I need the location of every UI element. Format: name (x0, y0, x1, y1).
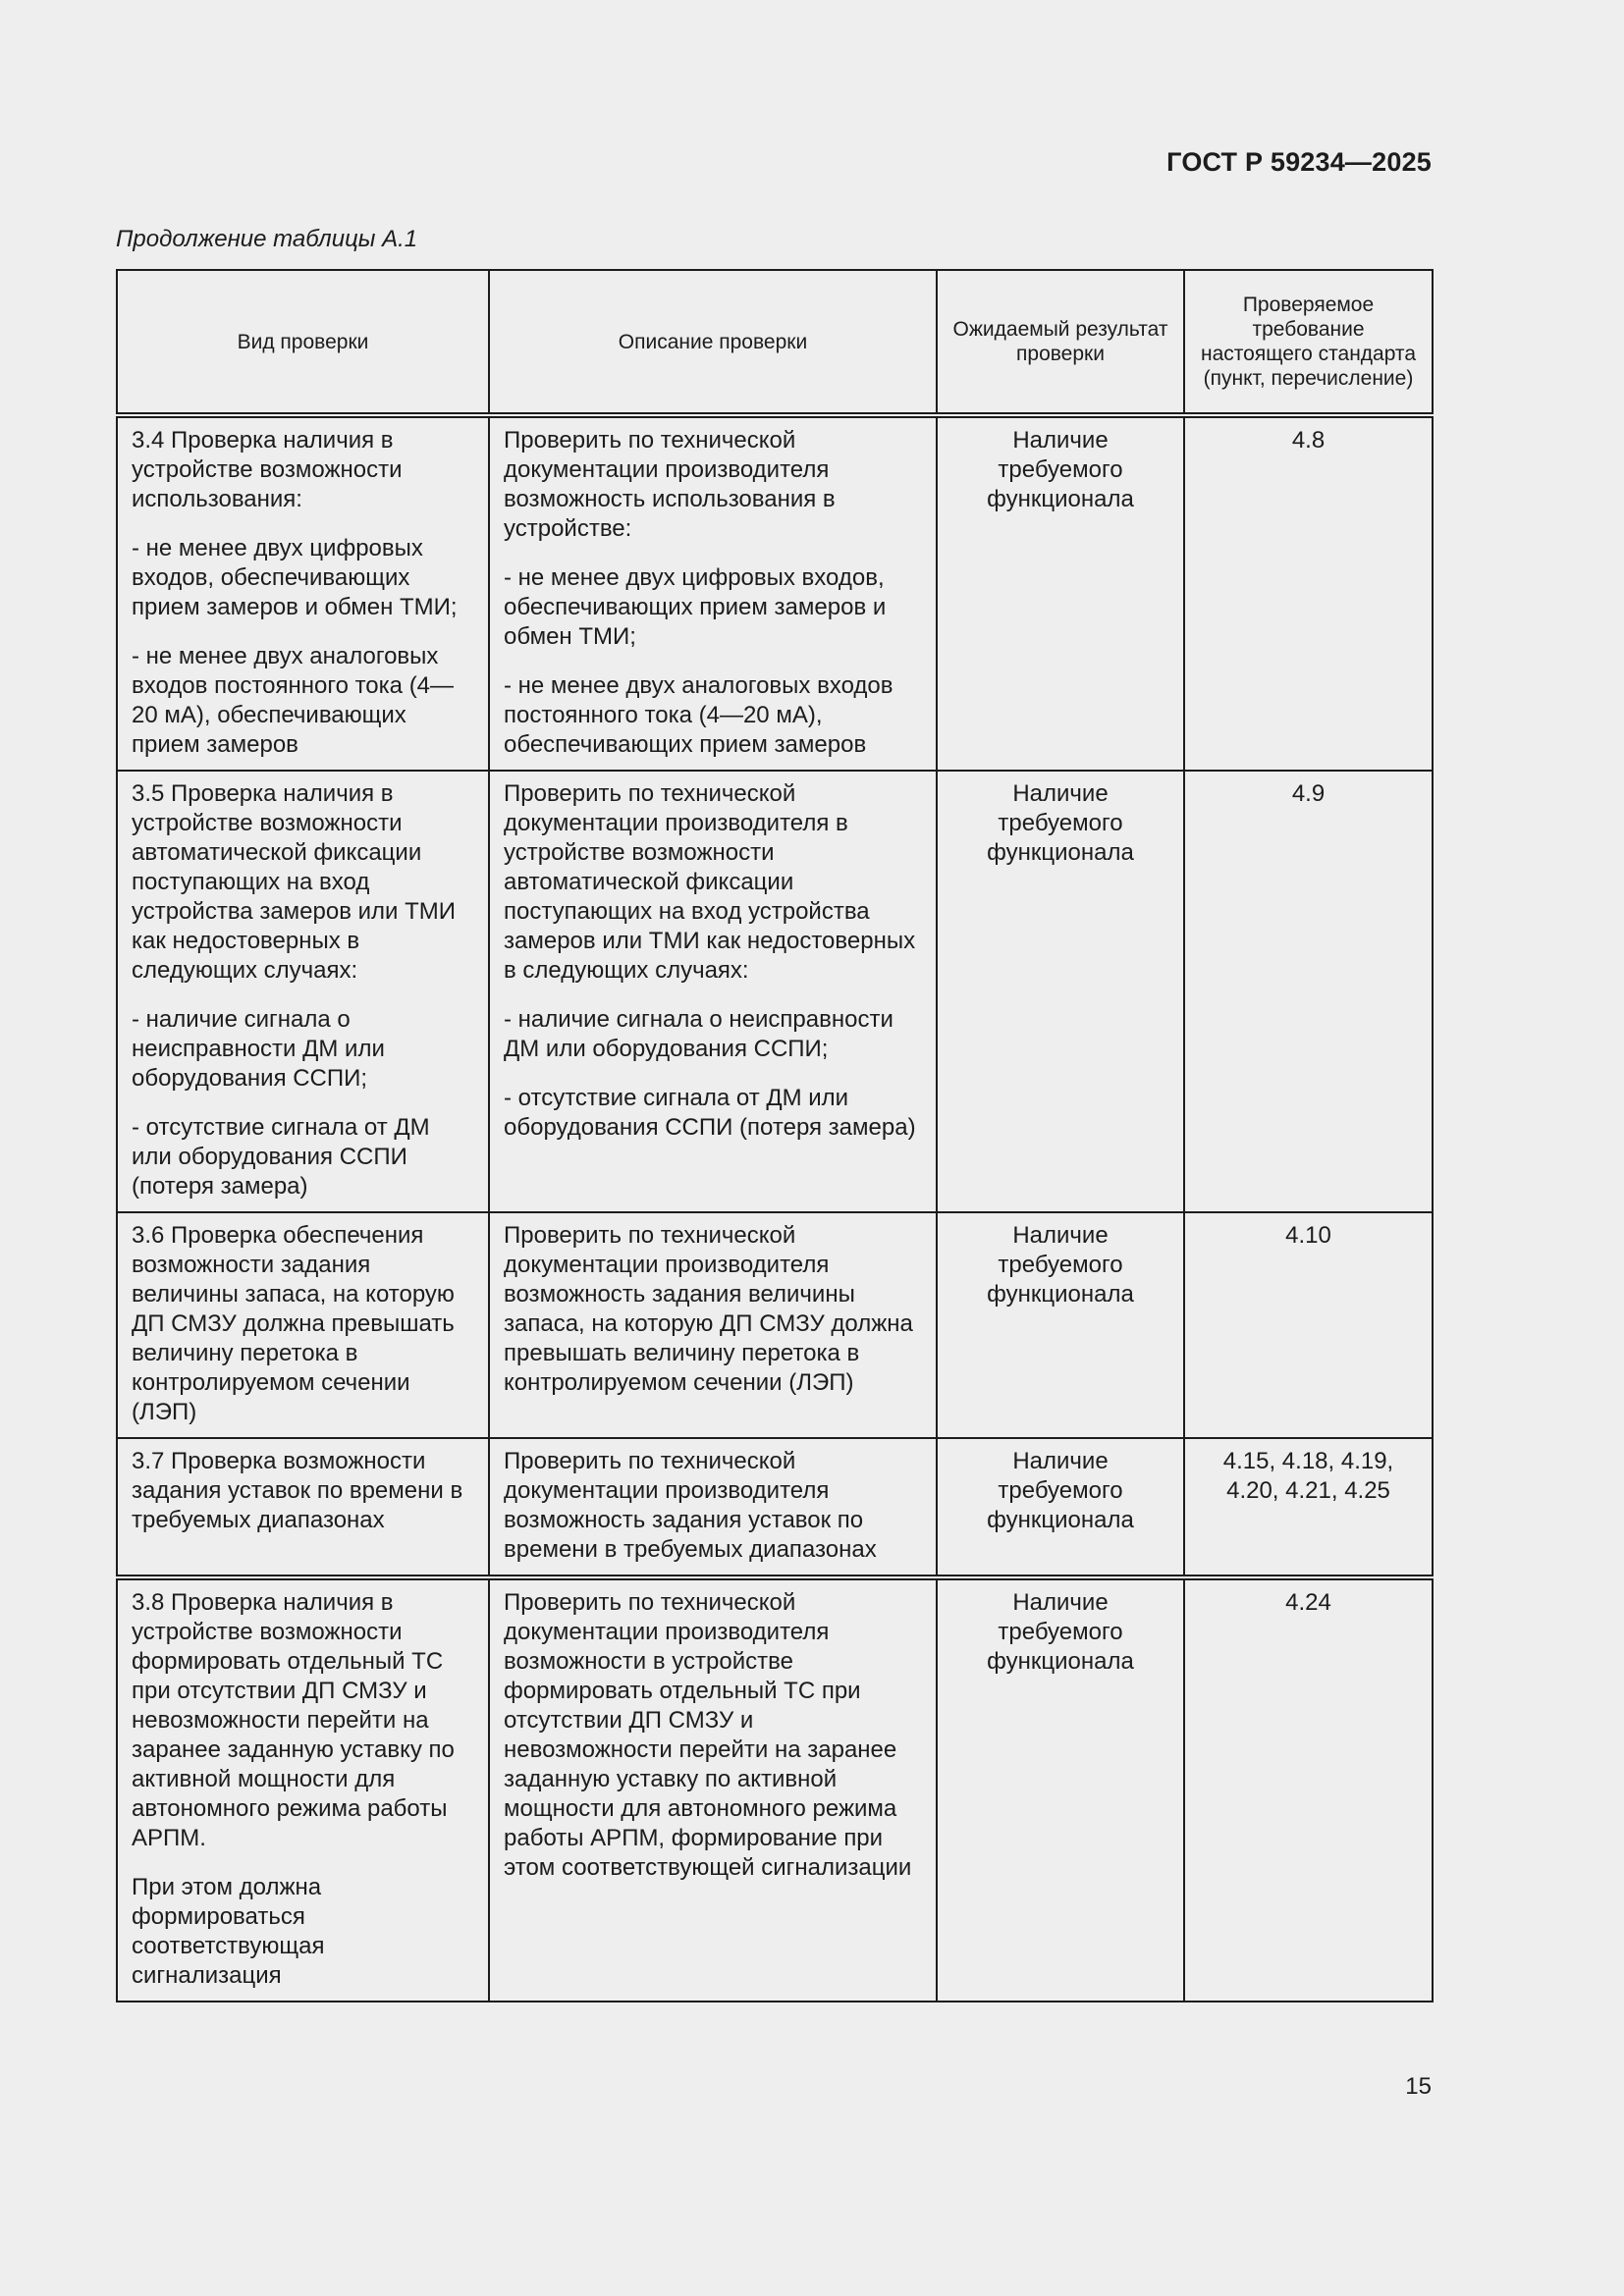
check-type-paragraph: - наличие сигнала о неисправности ДМ или оборудования ССПИ; (132, 1006, 385, 1092)
expected-result-cell: Наличие требуемого функционала (937, 1577, 1184, 2002)
table-row (117, 415, 1433, 771)
check-type-paragraph: 3.5 Проверка наличия в устройстве возможности автоматической фиксации поступающих на вход устройства замеров или ТМИ как недостоверных в следующих случаях: (132, 780, 457, 984)
check-type-cell (117, 415, 489, 771)
check-type-paragraph: - отсутствие сигнала от ДМ или оборудования ССПИ (потеря замера) (132, 1114, 430, 1200)
description-paragraph: Проверить по технической документации производителя возможность задания уставок по времени в требуемых диапазонах (504, 1448, 877, 1563)
expected-result-cell: Наличие требуемого функционала (937, 1212, 1184, 1438)
column-header-expected-result: Ожидаемый результат проверки (937, 270, 1184, 415)
check-type-paragraph: 3.4 Проверка наличия в устройстве возможности использования: (132, 427, 403, 512)
expected-result-cell: Наличие требуемого функционала (937, 771, 1184, 1212)
requirement-cell: 4.8 (1184, 415, 1433, 771)
description-cell (489, 1577, 937, 2002)
column-header-check-type: Вид проверки (117, 270, 489, 415)
check-type-paragraph: - не менее двух цифровых входов, обеспечивающих прием замеров и обмен ТМИ; (132, 535, 458, 620)
expected-result-cell: Наличие требуемого функционала (937, 415, 1184, 771)
check-type-cell (117, 1577, 489, 2002)
table-row (117, 771, 1433, 1212)
check-type-paragraph: - не менее двух аналоговых входов постоянного тока (4—20 мА), обеспечивающих прием замеров (132, 643, 455, 758)
description-cell (489, 771, 937, 1212)
check-type-paragraph: При этом должна формироваться соответствующая сигнализация (132, 1874, 325, 1989)
column-header-description: Описание проверки (489, 270, 937, 415)
check-type-paragraph: 3.8 Проверка наличия в устройстве возможности формировать отдельный ТС при отсутствии ДП СМЗУ и невозможности перейти на заранее заданную уставку по активной мощности для автономного режима работы АРПМ. (132, 1589, 455, 1851)
check-type-cell (117, 771, 489, 1212)
check-type-paragraph: 3.6 Проверка обеспечения возможности задания величины запаса, на которую ДП СМЗУ должна превышать величину перетока в контролируемом сечении (ЛЭП) (132, 1222, 455, 1425)
requirement-cell: 4.24 (1184, 1577, 1433, 2002)
expected-result-cell: Наличие требуемого функционала (937, 1438, 1184, 1577)
description-paragraph: - не менее двух аналоговых входов постоянного тока (4—20 мА), обеспечивающих прием замеров (504, 672, 893, 758)
description-paragraph: - отсутствие сигнала от ДМ или оборудования ССПИ (потеря замера) (504, 1085, 916, 1141)
table-body (117, 415, 1433, 2002)
check-type-cell (117, 1212, 489, 1438)
requirement-cell: 4.9 (1184, 771, 1433, 1212)
check-type-cell (117, 1438, 489, 1577)
description-paragraph: Проверить по технической документации производителя возможность использования в устройстве: (504, 427, 836, 542)
description-cell (489, 415, 937, 771)
table-header-row (117, 270, 1433, 415)
description-paragraph: Проверить по технической документации производителя возможность задания величины запаса, на которую ДП СМЗУ должна превышать величину перетока в контролируемом сечении (ЛЭП) (504, 1222, 913, 1396)
description-cell (489, 1438, 937, 1577)
column-header-requirement: Проверяемое требование настоящего стандарта (пункт, перечисление) (1184, 270, 1433, 415)
requirement-cell: 4.10 (1184, 1212, 1433, 1438)
check-type-paragraph: 3.7 Проверка возможности задания уставок по времени в требуемых диапазонах (132, 1448, 463, 1533)
table-caption: Продолжение таблицы А.1 (116, 226, 418, 252)
page-number: 15 (1405, 2073, 1432, 2100)
table-row (117, 1577, 1433, 2002)
requirements-table-container (116, 269, 1432, 2002)
table-row (117, 1438, 1433, 1577)
description-cell (489, 1212, 937, 1438)
requirement-cell: 4.15, 4.18, 4.19, 4.20, 4.21, 4.25 (1184, 1438, 1433, 1577)
table-header (117, 270, 1433, 415)
document-header: ГОСТ Р 59234—2025 (1166, 147, 1432, 177)
requirements-table (116, 269, 1434, 2002)
description-paragraph: - не менее двух цифровых входов, обеспечивающих прием замеров и обмен ТМИ; (504, 564, 887, 650)
description-paragraph: - наличие сигнала о неисправности ДМ или оборудования ССПИ; (504, 1006, 893, 1062)
description-paragraph: Проверить по технической документации производителя в устройстве возможности автоматической фиксации поступающих на вход устройства замеров или ТМИ как недостоверных в следующих случаях: (504, 780, 916, 984)
description-paragraph: Проверить по технической документации производителя возможности в устройстве формировать отдельный ТС при отсутствии ДП СМЗУ и невозможности перейти на заранее заданную уставку по активной мощности для автономного режима работы АРПМ, формирование при этом соответствующей сигнализации (504, 1589, 912, 1881)
table-row (117, 1212, 1433, 1438)
